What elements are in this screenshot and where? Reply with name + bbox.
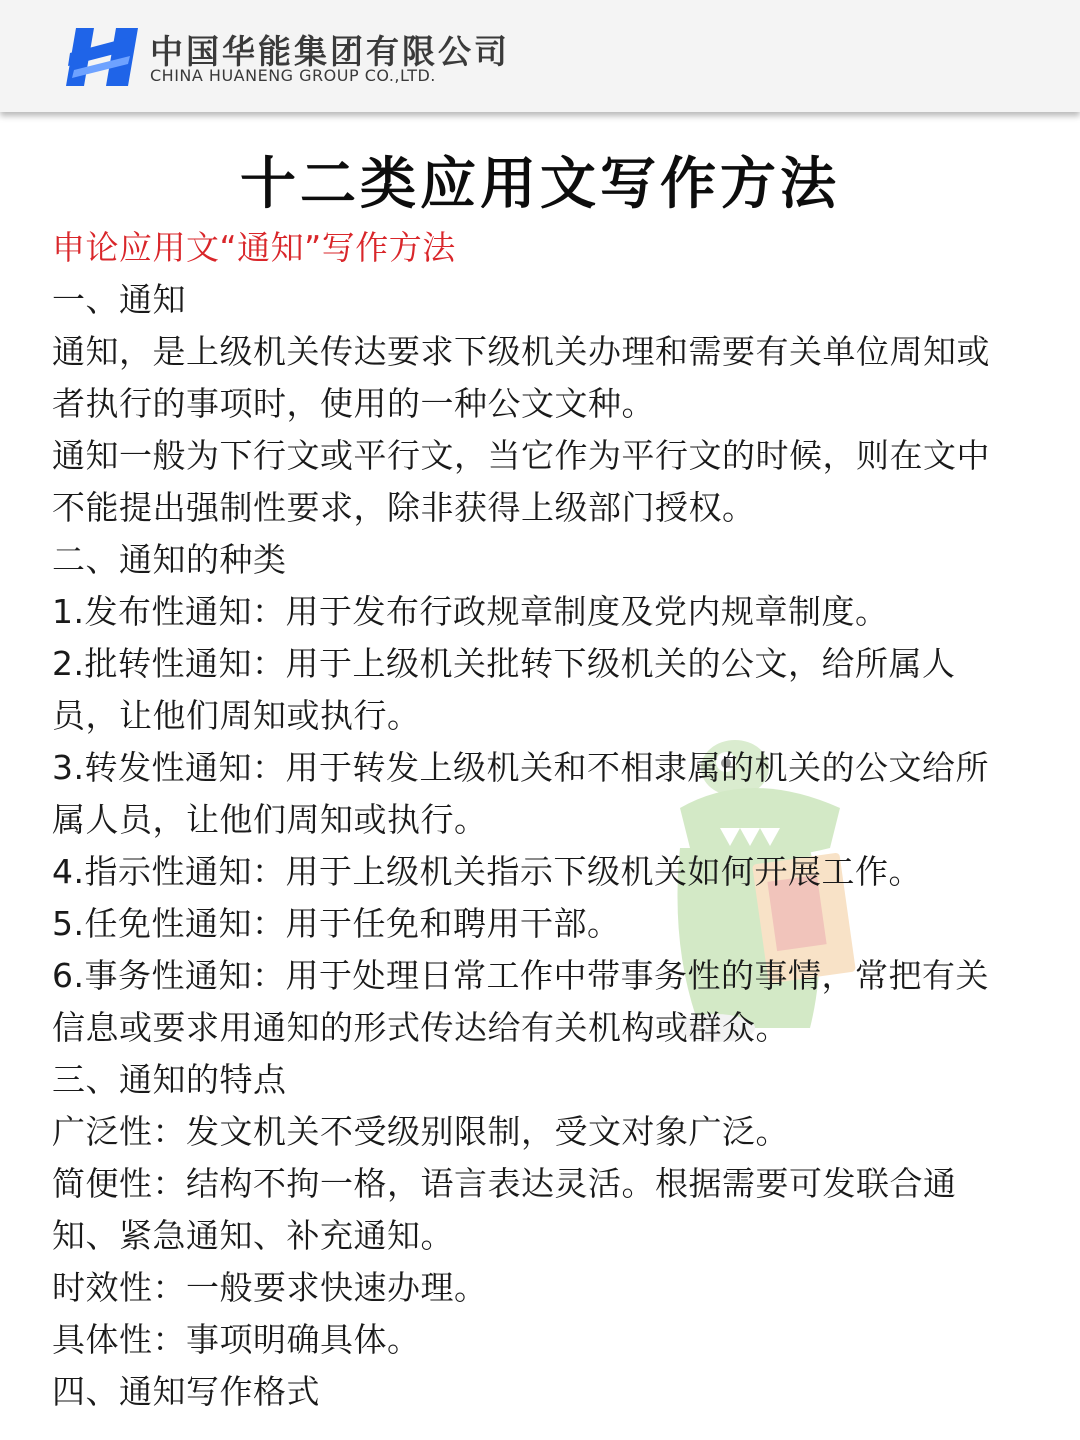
paragraph-line: 通知一般为下行文或平行文，当它作为平行文的时候，则在文中	[52, 436, 990, 475]
header-banner	[0, 0, 1080, 112]
list-item-continued: 员，让他们周知或执行。	[52, 696, 421, 735]
list-item-continued: 属人员，让他们周知或执行。	[52, 800, 488, 839]
heading-notice: 一、通知	[52, 280, 186, 319]
huaneng-logo-icon	[64, 26, 140, 88]
page-title: 十二类应用文写作方法	[240, 152, 840, 217]
heading-notice-features: 三、通知的特点	[52, 1060, 287, 1099]
feature-item: 时效性：一般要求快速办理。	[52, 1268, 488, 1307]
paragraph-line: 通知，是上级机关传达要求下级机关办理和需要有关单位周知或	[52, 332, 990, 371]
feature-item-continued: 知、紧急通知、补充通知。	[52, 1216, 454, 1255]
list-item: 5.任免性通知：用于任免和聘用干部。	[52, 904, 621, 943]
feature-item: 具体性：事项明确具体。	[52, 1320, 421, 1359]
article-body	[52, 222, 1020, 1418]
company-name-cn: 中国华能集团有限公司	[150, 32, 510, 71]
company-name-en: CHINA HUANENG GROUP CO.,LTD.	[150, 66, 436, 85]
list-item: 2.批转性通知：用于上级机关批转下级机关的公文，给所属人	[52, 644, 956, 683]
feature-item: 广泛性：发文机关不受级别限制，受文对象广泛。	[52, 1112, 789, 1151]
section-subtitle: 申论应用文“通知”写作方法	[52, 228, 456, 267]
list-item: 6.事务性通知：用于处理日常工作中带事务性的事情，常把有关	[52, 956, 989, 995]
heading-notice-types: 二、通知的种类	[52, 540, 287, 579]
list-item-continued: 信息或要求用通知的形式传达给有关机构或群众。	[52, 1008, 789, 1047]
paragraph-line: 者执行的事项时，使用的一种公文文种。	[52, 384, 655, 423]
paragraph-line: 不能提出强制性要求，除非获得上级部门授权。	[52, 488, 756, 527]
list-item: 3.转发性通知：用于转发上级机关和不相隶属的机关的公文给所	[52, 748, 989, 787]
list-item: 4.指示性通知：用于上级机关指示下级机关如何开展工作。	[52, 852, 922, 891]
feature-item: 简便性：结构不拘一格，语言表达灵活。根据需要可发联合通	[52, 1164, 957, 1203]
list-item: 1.发布性通知：用于发布行政规章制度及党内规章制度。	[52, 592, 889, 631]
heading-notice-format: 四、通知写作格式	[52, 1372, 320, 1411]
